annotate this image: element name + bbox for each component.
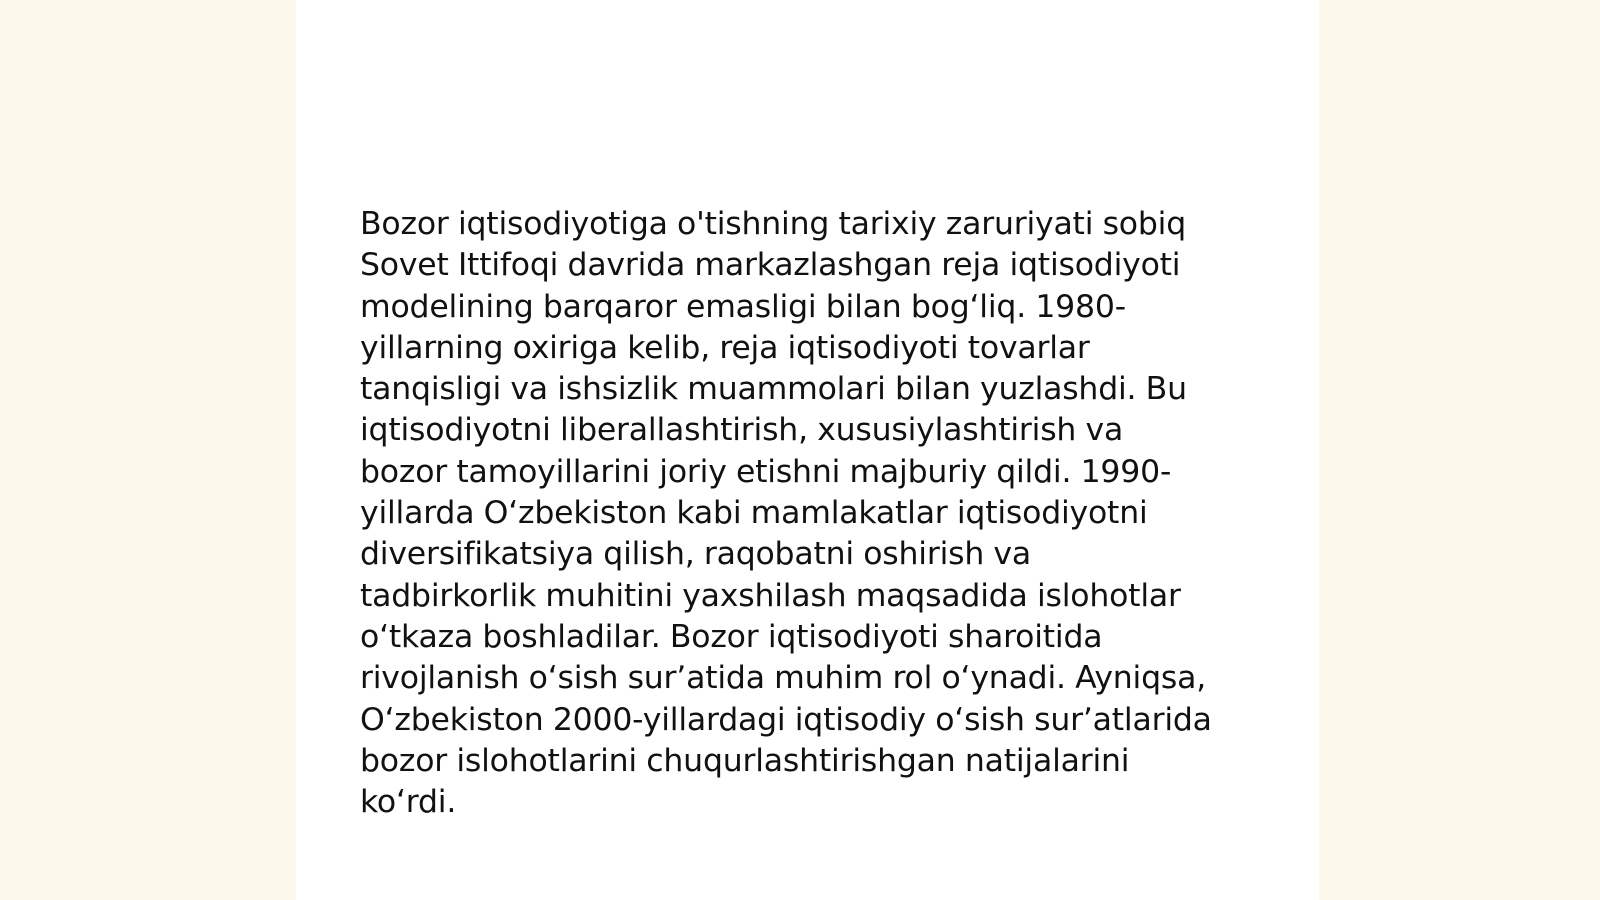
paragraph-line: Oʻzbekiston 2000-yillardagi iqtisodiy oʻsish surʼatlarida <box>360 701 1212 738</box>
body-paragraph <box>360 204 1260 823</box>
paragraph-line: yillarning oxiriga kelib, reja iqtisodiyoti tovarlar <box>360 329 1090 366</box>
paragraph-line: koʻrdi. <box>360 784 457 821</box>
paragraph-line: oʻtkaza boshladilar. Bozor iqtisodiyoti sharoitida <box>360 618 1103 655</box>
paragraph-line: rivojlanish oʻsish surʼatida muhim rol oʻynadi. Ayniqsa, <box>360 660 1207 697</box>
paragraph-line: Sovet Ittifoqi davrida markazlashgan reja iqtisodiyoti <box>360 247 1181 284</box>
paragraph-line: bozor islohotlarini chuqurlashtirishgan natijalarini <box>360 742 1130 779</box>
paragraph-line: diversifikatsiya qilish, raqobatni oshirish va <box>360 536 1031 573</box>
paragraph-line: bozor tamoyillarini joriy etishni majburiy qildi. 1990- <box>360 453 1172 490</box>
paragraph-line: yillarda Oʻzbekiston kabi mamlakatlar iqtisodiyotni <box>360 495 1148 532</box>
paragraph-line: tadbirkorlik muhitini yaxshilash maqsadida islohotlar <box>360 577 1181 614</box>
paragraph-line: tanqisligi va ishsizlik muammolari bilan yuzlashdi. Bu <box>360 371 1187 408</box>
paragraph-line: Bozor iqtisodiyotiga o'tishning tarixiy zaruriyati sobiq <box>360 206 1187 242</box>
paragraph-line: iqtisodiyotni liberallashtirish, xususiylashtirish va <box>360 412 1124 449</box>
paragraph-line: modelining barqaror emasligi bilan bogʻliq. 1980- <box>360 288 1126 325</box>
document-page <box>296 0 1319 900</box>
